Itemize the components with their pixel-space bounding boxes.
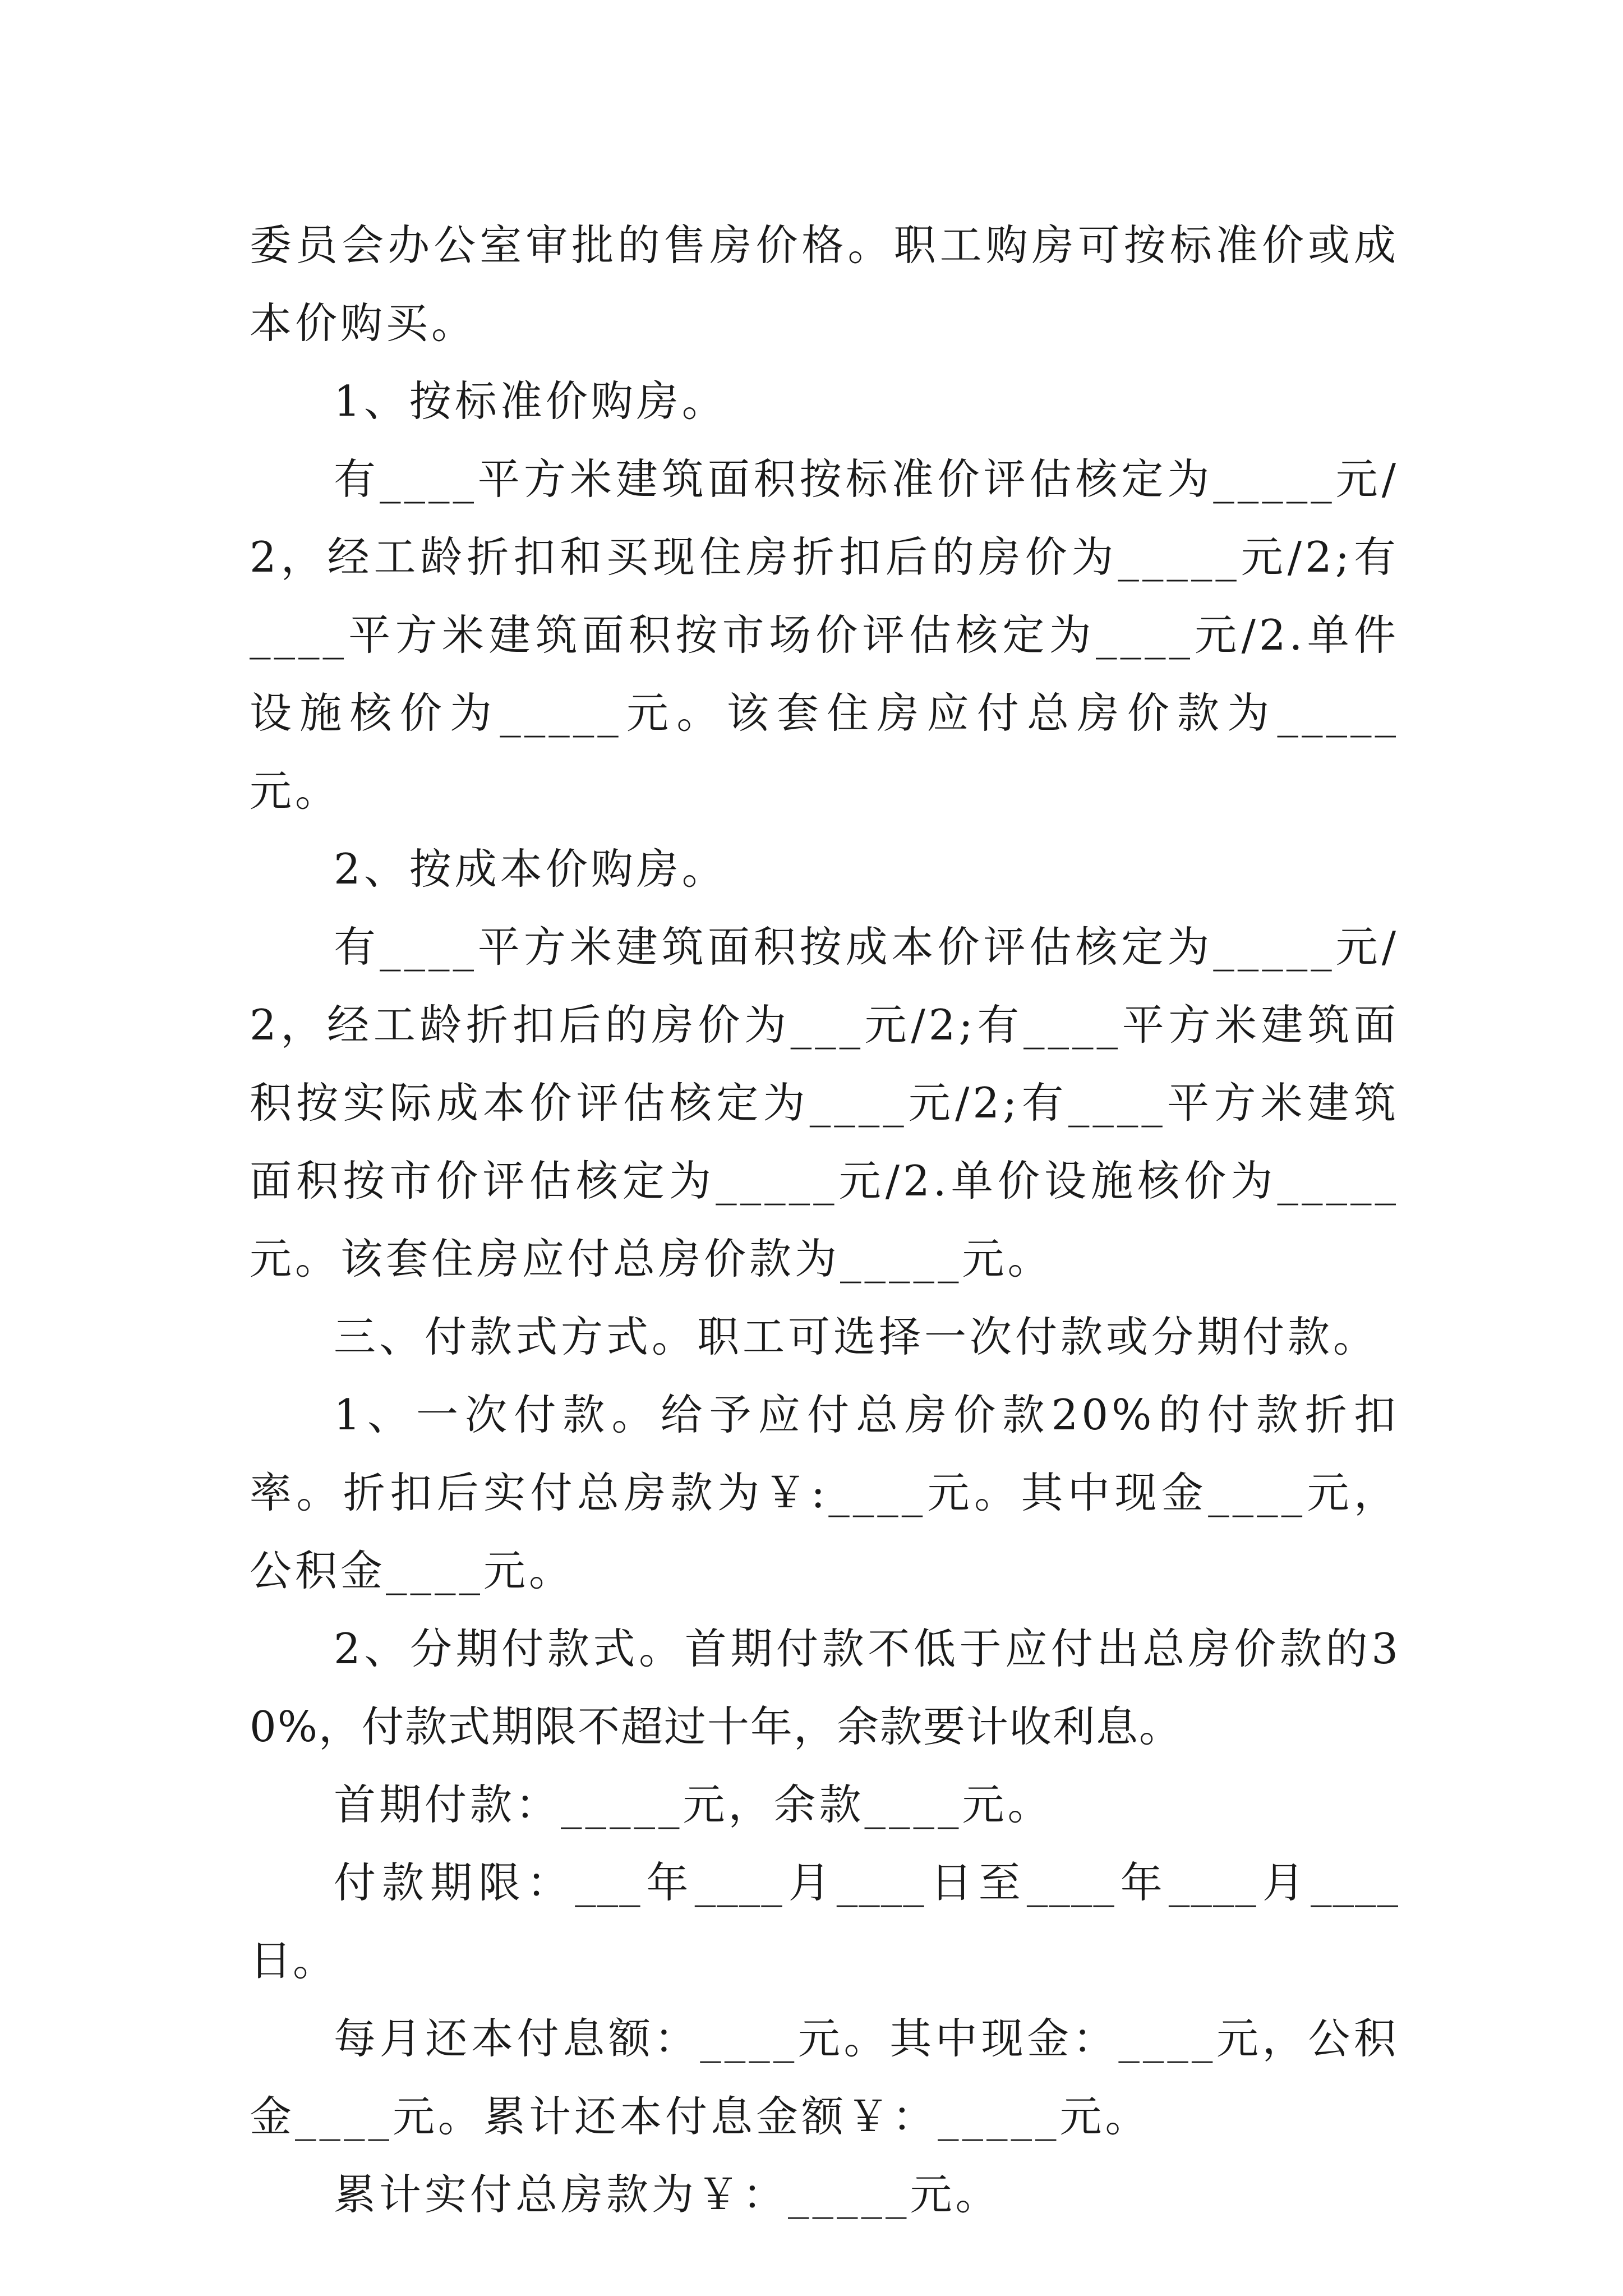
paragraph-cost-price-details: 有____平方米建筑面积按成本价评估核定为_____元/2，经工龄折扣后的房价为___元/2;有____平方米建筑面积按实际成本价评估核定为____元/2;有____平方米建筑面积按市价评估核定为_____元/2.单价设施核价为_____元。该套住房应付总房价款为_____元。 [250, 922, 1399, 1283]
line-payment-period: 付款期限：___年____月____日至____年____月____日。 [250, 1858, 1399, 1985]
heading-cost-price: 2、按成本价购房。 [334, 844, 727, 894]
document-body [250, 206, 1399, 2234]
paragraph-monthly-repayment: 每月还本付息额：____元。其中现金：____元，公积金____元。累计还本付息金额￥：_____元。 [250, 2014, 1399, 2141]
line-down-payment: 首期付款：_____元，余款____元。 [334, 1780, 1053, 1829]
paragraph-installment-payment: 2、分期付款式。首期付款不低于应付出总房价款的30%，付款式期限不超过十年，余款要计收利息。 [250, 1624, 1399, 1751]
paragraph-one-time-payment: 1、一次付款。给予应付总房价款20%的付款折扣率。折扣后实付总房款为￥:____元。其中现金____元，公积金____元。 [250, 1390, 1399, 1595]
heading-standard-price: 1、按标准价购房。 [334, 376, 727, 426]
paragraph-standard-price-details: 有____平方米建筑面积按标准价评估核定为_____元/2，经工龄折扣和买现住房折扣后的房价为_____元/2;有____平方米建筑面积按市场价评估核定为____元/2.单件设施核价为_____元。该套住房应付总房价款为_____元。 [250, 454, 1399, 816]
heading-payment-method: 三、付款式方式。职工可选择一次付款或分期付款。 [334, 1312, 1379, 1361]
line-total-paid: 累计实付总房款为￥：_____元。 [334, 2170, 1001, 2219]
paragraph-price-approval: 委员会办公室审批的售房价格。职工购房可按标准价或成本价购买。 [250, 220, 1399, 348]
